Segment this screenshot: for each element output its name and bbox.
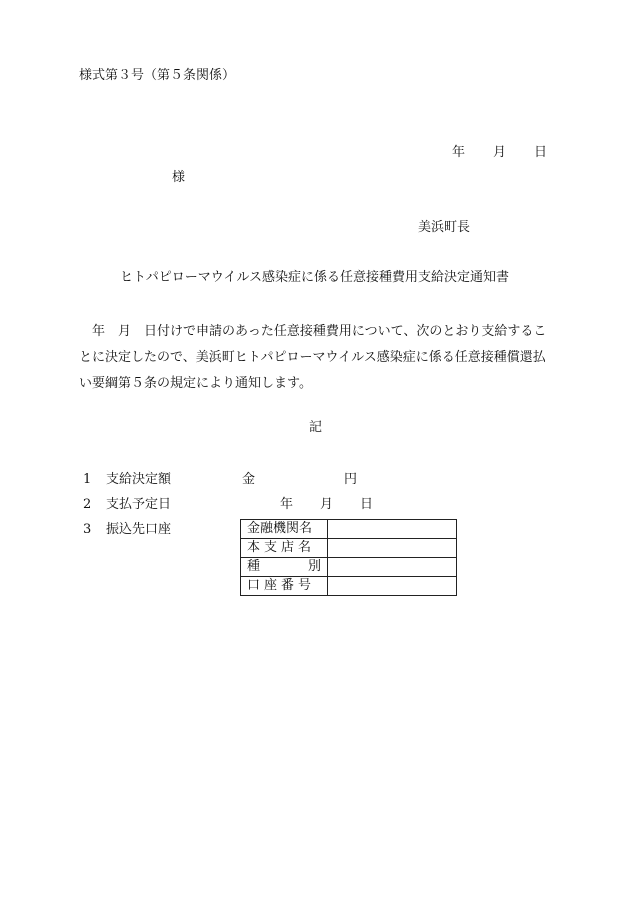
table-row — [241, 558, 457, 577]
amount-suffix: 円 — [344, 472, 358, 487]
addressee-honorific: 様 — [172, 170, 186, 185]
branch-name-value — [328, 539, 457, 558]
issue-date-year: 年 — [452, 145, 466, 160]
issue-date — [452, 146, 547, 159]
table-row — [241, 539, 457, 558]
ki-heading: 記 — [309, 420, 323, 435]
payment-date-day: 日 — [360, 497, 374, 512]
issue-date-month: 月 — [493, 145, 507, 160]
payment-date-year: 年 — [280, 497, 294, 512]
item-number-3: 3 — [83, 522, 92, 537]
item-label-amount: 支給決定額 — [106, 472, 172, 487]
body-paragraph: 年 月 日付けで申請のあった任意接種費用について、次のとおり支給することに決定したので、美浜町ヒトパピローマウイルス感染症に係る任意接種償還払い要綱第５条の規定により通知します。 — [79, 324, 547, 391]
bank-name-label: 金融機関名 — [241, 520, 328, 539]
account-type-label-b: 別 — [307, 559, 321, 574]
bank-account-table — [240, 519, 457, 596]
table-row — [241, 577, 457, 596]
item-label-payment-date: 支払予定日 — [106, 497, 172, 512]
item-number-2: 2 — [83, 497, 92, 512]
item-label-bank-account: 振込先口座 — [106, 522, 172, 537]
account-type-value — [328, 558, 457, 577]
form-number: 様式第３号（第５条関係） — [79, 68, 236, 83]
amount-prefix: 金 — [242, 472, 256, 487]
payment-date-month: 月 — [320, 497, 334, 512]
branch-name-label: 本支店名 — [241, 539, 328, 558]
issuer-name: 美浜町長 — [418, 220, 471, 235]
item-number-1: 1 — [83, 472, 92, 487]
account-number-value — [328, 577, 457, 596]
account-type-label-a: 種 — [247, 559, 261, 574]
account-number-label: 口座番号 — [241, 577, 328, 596]
document-title: ヒトパピローマウイルス感染症に係る任意接種費用支給決定通知書 — [120, 270, 509, 285]
issue-date-day: 日 — [534, 145, 548, 160]
table-row — [241, 520, 457, 539]
account-type-label — [241, 558, 328, 577]
bank-name-value — [328, 520, 457, 539]
